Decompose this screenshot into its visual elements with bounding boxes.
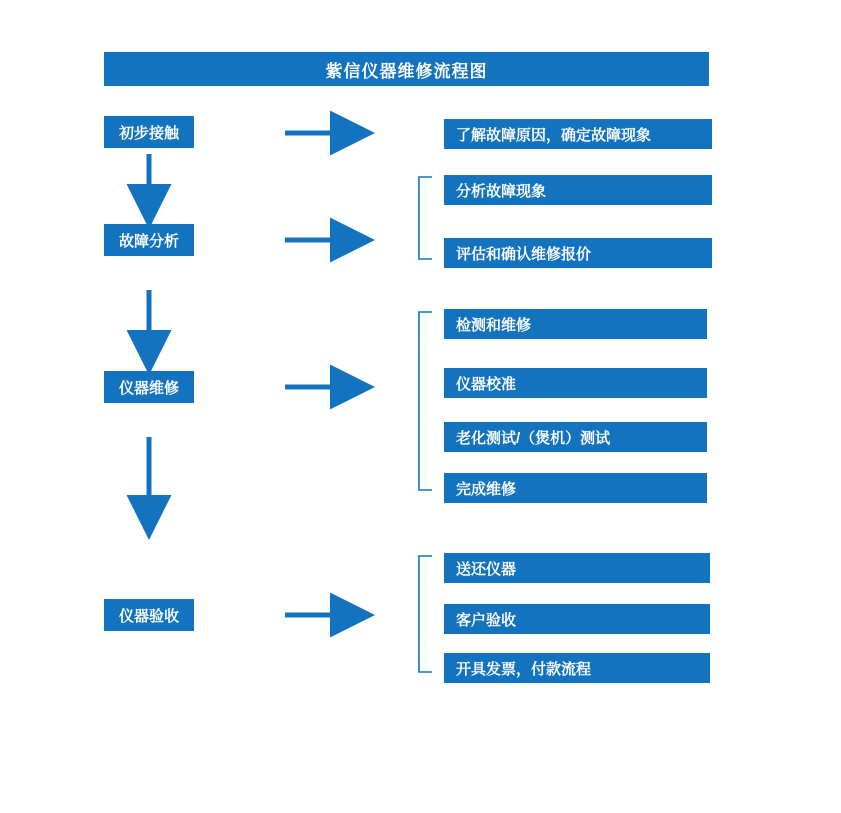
- detail-node-10[interactable]: 开具发票，付款流程: [444, 653, 710, 683]
- stage-node-3[interactable]: 仪器维修: [104, 371, 194, 403]
- detail-node-4[interactable]: 检测和维修: [444, 309, 707, 339]
- stage-node-4[interactable]: 仪器验收: [104, 599, 194, 631]
- detail-node-7[interactable]: 完成维修: [444, 473, 707, 503]
- detail-node-2[interactable]: 分析故障现象: [444, 175, 712, 205]
- detail-node-9[interactable]: 客户验收: [444, 604, 710, 634]
- stage-node-2[interactable]: 故障分析: [104, 224, 194, 256]
- detail-node-3[interactable]: 评估和确认维修报价: [444, 238, 712, 268]
- detail-node-1[interactable]: 了解故障原因，确定故障现象: [444, 119, 712, 149]
- detail-node-6[interactable]: 老化测试/（煲机）测试: [444, 422, 707, 452]
- stage-node-1[interactable]: 初步接触: [104, 116, 194, 148]
- detail-node-8[interactable]: 送还仪器: [444, 553, 710, 583]
- detail-node-5[interactable]: 仪器校准: [444, 368, 707, 398]
- diagram-title: 紫信仪器维修流程图: [104, 52, 709, 86]
